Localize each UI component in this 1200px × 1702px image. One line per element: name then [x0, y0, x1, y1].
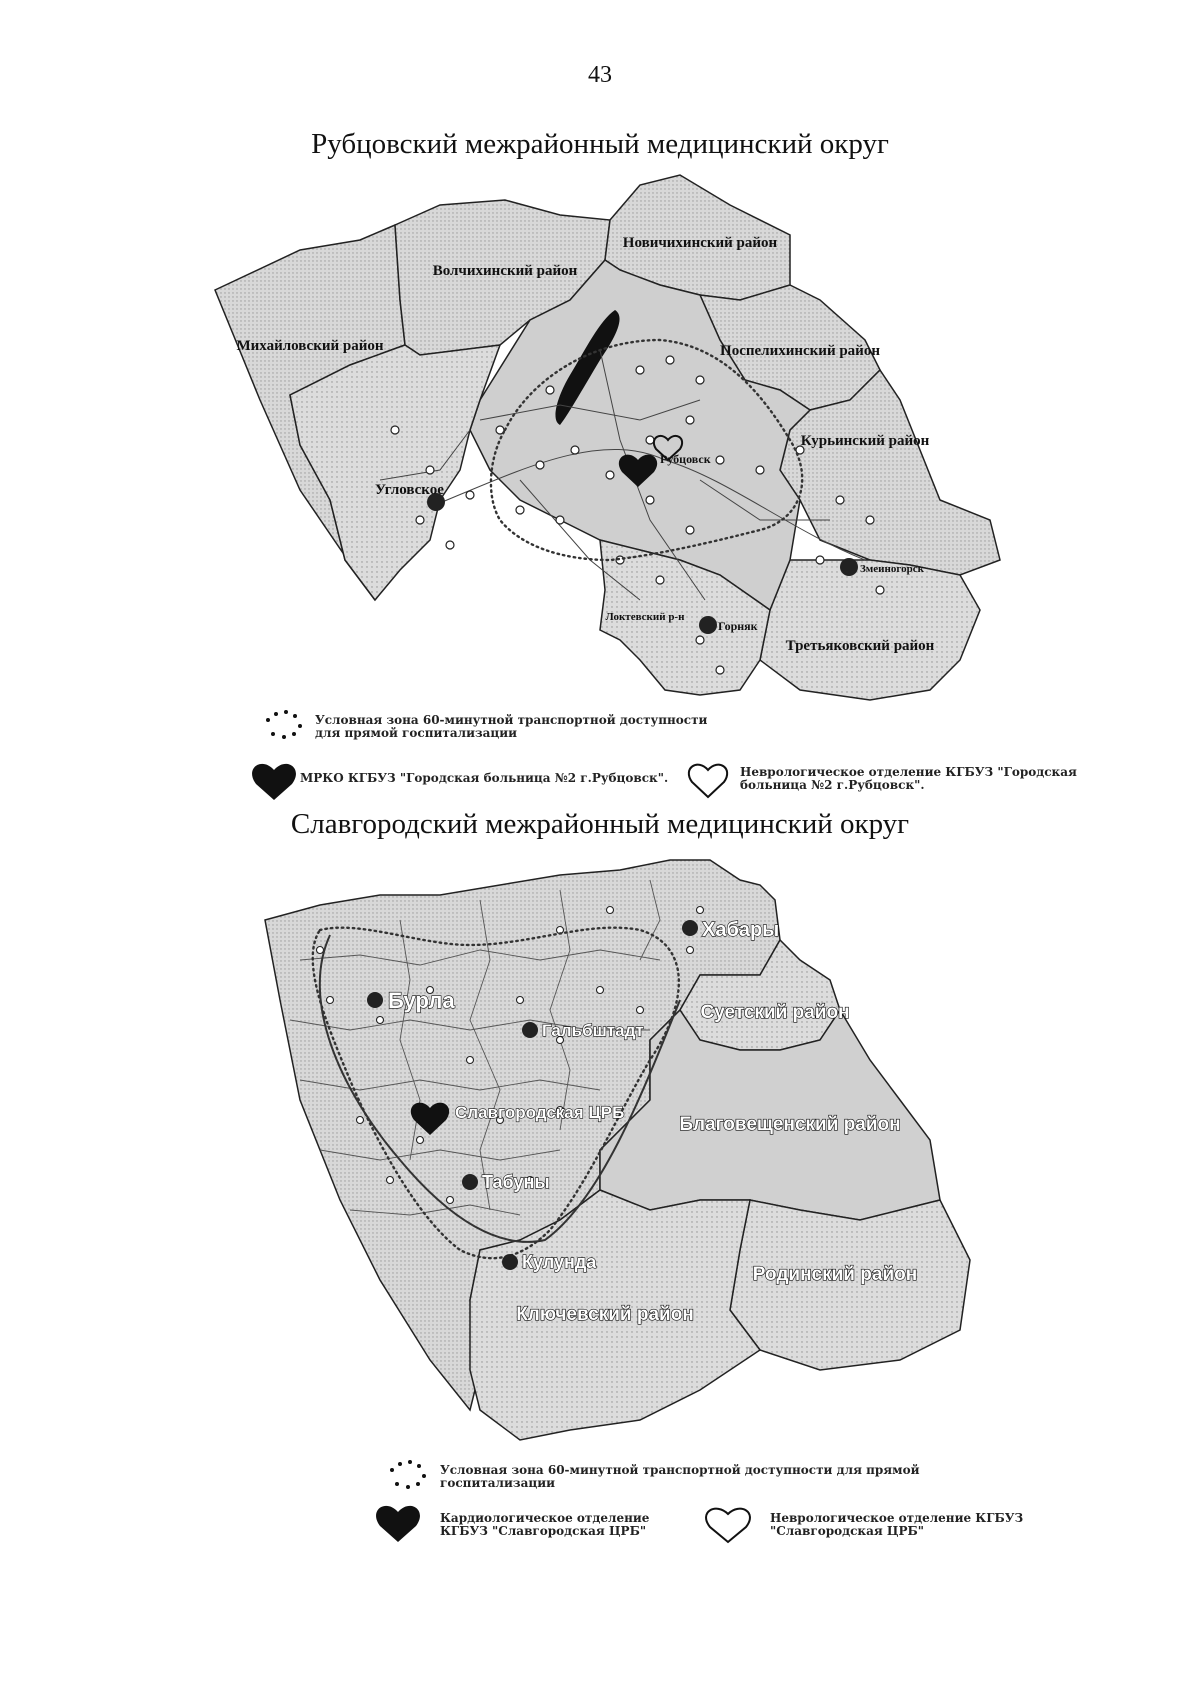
- label-klyuchevsky: Ключевский район: [516, 1304, 694, 1325]
- map2-legend-cardio: Кардиологическое отделение КГБУЗ "Славгородская ЦРБ": [440, 1511, 650, 1538]
- map1-legend-cardio: МРКО КГБУЗ "Городская больница №2 г.Рубцовск".: [300, 771, 669, 785]
- town-zmeinogorsk: Змеиногорск: [860, 563, 924, 575]
- map2-legend-neuro: Неврологическое отделение КГБУЗ "Славгородская ЦРБ": [770, 1511, 1024, 1538]
- heart-filled-icon: [252, 764, 296, 800]
- label-loktevsky: Локтевский р-н: [605, 611, 685, 623]
- dotted-zone-icon: [266, 710, 302, 739]
- page-number: 43: [588, 62, 612, 88]
- town-gornyak: Горняк: [718, 619, 758, 633]
- label-novichikha: Новичихинский район: [622, 235, 778, 251]
- map2-region: [265, 860, 970, 1440]
- map2-title: Славгородский межрайонный медицинский округ: [290, 808, 910, 840]
- town-burla: Бурла: [388, 988, 455, 1013]
- label-suetsky: Суетский район: [700, 1002, 850, 1023]
- town-rubtsovsk: Рубцовск: [660, 452, 711, 466]
- label-kurya: Курьинский район: [800, 433, 930, 449]
- label-volchikha: Волчихинский район: [432, 263, 578, 279]
- heart-filled-icon-2: [376, 1506, 420, 1542]
- map2-legend-zone: Условная зона 60-минутной транспортной доступности для прямой госпитализации: [440, 1463, 920, 1490]
- label-pospelikha: Поспелихинский район: [720, 343, 880, 359]
- map1-title: Рубцовский межрайонный медицинский округ: [311, 128, 889, 160]
- town-khabary: Хабары: [702, 919, 780, 941]
- town-galbshtadt: Гальбштадт: [542, 1021, 644, 1040]
- district-tretyakovo: [760, 560, 980, 700]
- map1-legend-zone: Условная зона 60-минутной транспортной доступности для прямой госпитализации: [315, 713, 708, 740]
- town-tabuny: Табуны: [482, 1172, 550, 1192]
- district-uglovsky: [290, 345, 500, 600]
- district-rodinsky: [730, 1200, 970, 1370]
- town-uglovskoe: Угловское: [375, 482, 444, 498]
- label-tretyakovo: Третьяковский район: [785, 638, 935, 654]
- town-slavgorod-crh: Славгородская ЦРБ: [455, 1103, 625, 1122]
- label-mikhailovsky: Михайловский район: [236, 338, 384, 354]
- heart-outline-icon-legend: [689, 765, 727, 797]
- heart-outline-icon-2: [706, 1509, 750, 1542]
- town-kulunda: Кулунда: [522, 1252, 597, 1272]
- map1-legend-neuro: Неврологическое отделение КГБУЗ "Городская больница №2 г.Рубцовск".: [740, 765, 1077, 792]
- dotted-zone-icon-2: [390, 1460, 426, 1489]
- label-rodinsky: Родинский район: [752, 1264, 918, 1285]
- label-blagoveshchensky: Благовещенский район: [679, 1114, 901, 1135]
